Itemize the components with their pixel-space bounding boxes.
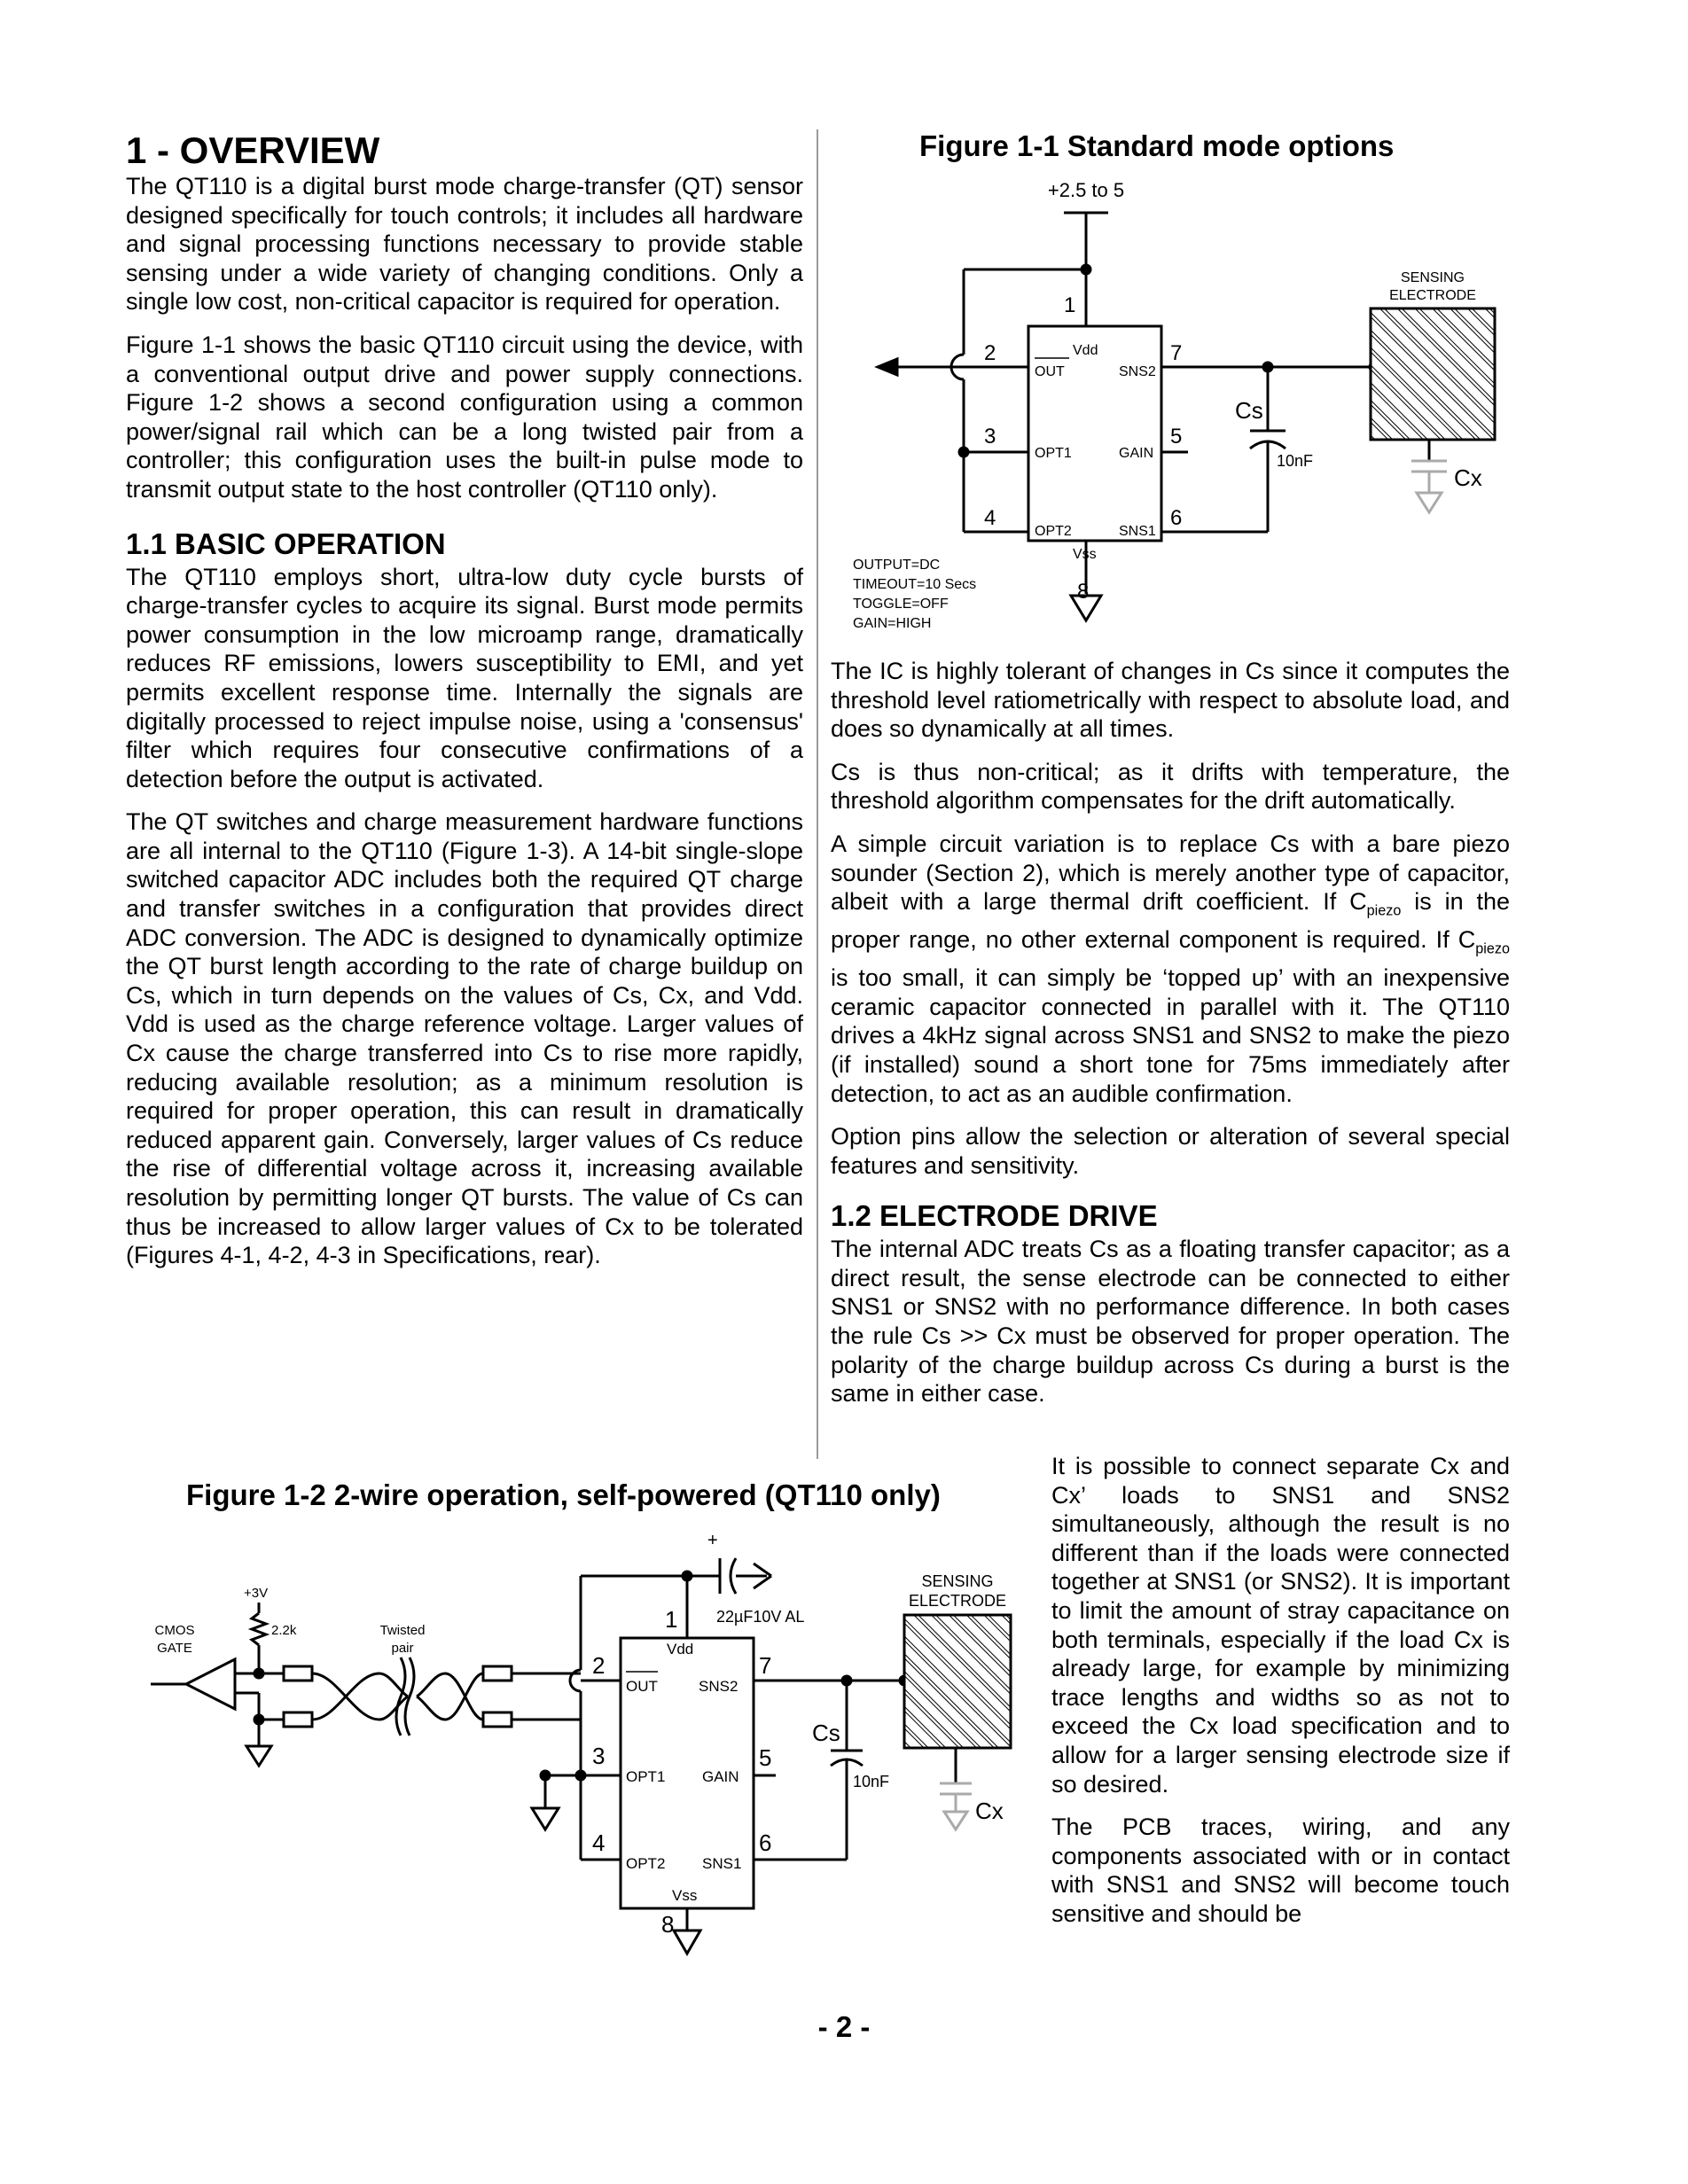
fig11-pin-vss: Vss bbox=[1073, 547, 1097, 562]
fig11-pin-number: 5 bbox=[1170, 425, 1183, 448]
right-paragraph-1: The IC is highly tolerant of changes in Cs since it computes the threshold level ratiometrically with respect to absolute load, and does so dynamically at all times. bbox=[831, 658, 1510, 743]
overview-paragraph-2: Figure 1-1 shows the basic QT110 circuit using the device, with a conventional output drive and power supply connections. Figure 1-2 shows a second configuration using a common power/signal rail which can be a long twisted pair from a controller; this configuration uses the built-in pulse mode to transmit output state to the host controller (QT110 only). bbox=[126, 331, 803, 503]
fig12-pin-number: 5 bbox=[759, 1744, 772, 1771]
basic-operation-paragraph-1: The QT110 employs short, ultra-low duty cycle bursts of charge-transfer cycles to acquire its signal. Burst mode permits power consumption in the low microamp range, dramatically reduces RF emissions, lowers susceptibility to EMI, and yet permits excellent response time. Internally the signals are digitally processed to reject impulse noise, using a 'consensus' filter which requires four consecutive confirmations of a detection before the output is activated. bbox=[126, 563, 803, 792]
fig11-pin-number: 6 bbox=[1170, 506, 1183, 530]
fig11-pin-number: 4 bbox=[984, 506, 996, 530]
fig12-electrode-label-1: SENSING bbox=[921, 1572, 994, 1590]
fig12-twisted-label-1: Twisted bbox=[379, 1623, 426, 1638]
fig11-pin-vdd: Vdd bbox=[1073, 343, 1098, 358]
fig12-cap-value: 10nF bbox=[853, 1773, 890, 1790]
fig12-pin-number: 6 bbox=[759, 1829, 772, 1856]
overview-paragraph-1: The QT110 is a digital burst mode charge-transfer (QT) sensor designed specifically for touch controls; it includes all hardware and signal processing functions necessary to provide stable sensing under a wide variety of changing conditions. Only a single low cost, non-critical capacitor is required for operation. bbox=[126, 173, 803, 316]
fig11-pin-opt1: OPT1 bbox=[1035, 446, 1072, 461]
section-heading-overview: 1 - OVERVIEW bbox=[126, 129, 380, 171]
basic-operation-paragraph-2: The QT switches and charge measurement hardware functions are all internal to the QT110 (Figure 1-3). A 14-bit single-slope switched capacitor ADC includes both the required QT charge and transfer switches in a configuration that provides direct ADC conversion. The ADC is designed to dynamically optimize the QT burst length according to the rate of charge buildup on Cs, which in turn depends on the values of Cs, Cx, and Vdd. Vdd is used as the charge reference voltage. Larger values of Cx cause the charge transferred into Cs to rise more rapidly, reducing available resolution; as a minimum resolution is required for proper operation, this can result in dramatically reduced apparent gain. Conversely, larger values of Cs reduce the rise of differential voltage across it, increasing available resolution by permitting longer QT bursts. The value of Cs can thus be increased to allow larger values of Cx to be tolerated (Figures 4-1, 4-2, 4-3 in Specifications, rear). bbox=[126, 808, 803, 1269]
fig12-pin-sns2: SNS2 bbox=[699, 1678, 738, 1695]
fig12-plus-label: + bbox=[707, 1531, 718, 1550]
fig11-pin-sns2: SNS2 bbox=[1119, 364, 1156, 379]
fig12-pin-out: OUT bbox=[626, 1678, 658, 1695]
figure-1-1-title: Figure 1-1 Standard mode options bbox=[919, 129, 1395, 162]
fig12-cmos-label-1: CMOS bbox=[154, 1623, 195, 1638]
fig11-pin-number: 7 bbox=[1170, 341, 1183, 365]
fig11-cap-value: 10nF bbox=[1277, 452, 1314, 470]
fig11-pin-opt2: OPT2 bbox=[1035, 524, 1072, 539]
fig12-cap-22uf: 22µF10V AL bbox=[716, 1608, 805, 1626]
section-heading-basic-operation: 1.1 BASIC OPERATION bbox=[126, 526, 446, 560]
fig11-electrode-label-1: SENSING bbox=[1400, 270, 1465, 285]
fig11-pin-number: 1 bbox=[1064, 293, 1076, 317]
fig11-supply-label: +2.5 to 5 bbox=[1047, 179, 1125, 201]
figure-1-1-schematic bbox=[878, 179, 1495, 620]
figure-1-2-schematic bbox=[151, 1558, 1011, 1954]
right-paragraph-4: Option pins allow the selection or alteration of several special features and sensitivity. bbox=[831, 1123, 1510, 1179]
fig12-pin-number: 1 bbox=[665, 1606, 678, 1633]
fig11-cx-label: Cx bbox=[1454, 464, 1482, 491]
fig12-pin-number: 7 bbox=[759, 1652, 772, 1679]
fig11-option-toggle: TOGGLE=OFF bbox=[853, 597, 949, 612]
fig12-pin-vdd: Vdd bbox=[667, 1641, 694, 1658]
fig11-pin-number: 8 bbox=[1077, 580, 1090, 604]
fig12-pin-number: 3 bbox=[592, 1743, 606, 1769]
fig12-pin-number: 8 bbox=[661, 1911, 675, 1938]
fig12-pin-opt2: OPT2 bbox=[626, 1855, 666, 1872]
fig12-pin-gain: GAIN bbox=[702, 1768, 739, 1785]
fig12-cx-label: Cx bbox=[975, 1798, 1004, 1824]
fig12-pin-sns1: SNS1 bbox=[702, 1855, 742, 1872]
fig11-option-timeout: TIMEOUT=10 Secs bbox=[853, 577, 977, 592]
fig12-electrode-label-2: ELECTRODE bbox=[908, 1592, 1007, 1610]
section-heading-electrode-drive: 1.2 ELECTRODE DRIVE bbox=[831, 1199, 1158, 1233]
electrode-drive-paragraph-1: The internal ADC treats Cs as a floating transfer capacitor; as a direct result, the sense electrode can be connected to either SNS1 or SNS2 with no performance difference. In both cases the rule Cs >> Cx must be observed for proper operation. The polarity of the charge buildup across Cs during a burst is the same in either case. bbox=[831, 1236, 1510, 1408]
fig12-twisted-label-2: pair bbox=[391, 1641, 414, 1656]
figure-1-2-title: Figure 1-2 2-wire operation, self-powered (QT110 only) bbox=[186, 1478, 941, 1511]
fig11-pin-gain: GAIN bbox=[1119, 446, 1154, 461]
fig12-3v-label: +3V bbox=[244, 1586, 269, 1601]
fig12-pin-number: 2 bbox=[592, 1652, 606, 1679]
fig11-option-output: OUTPUT=DC bbox=[853, 558, 941, 573]
fig11-cs-label: Cs bbox=[1235, 397, 1263, 424]
fig11-pin-number: 2 bbox=[984, 341, 996, 365]
fig11-electrode-label-2: ELECTRODE bbox=[1389, 288, 1476, 303]
fig12-resistor-label: 2.2k bbox=[271, 1623, 297, 1638]
fig11-pin-number: 3 bbox=[984, 425, 996, 448]
right-paragraph-2: Cs is thus non-critical; as it drifts with temperature, the threshold algorithm compensates for the drift automatically. bbox=[831, 758, 1510, 815]
fig12-cmos-label-2: GATE bbox=[157, 1641, 192, 1656]
fig12-pin-opt1: OPT1 bbox=[626, 1768, 666, 1785]
electrode-drive-paragraph-2: It is possible to connect separate Cx and Cx’ loads to SNS1 and SNS2 simultaneously, although the result is no different than if the loads were connected together at SNS1 (or SNS2). It is important to limit the amount of stray capacitance on both terminals, especially if the load Cx is already large, for example by minimizing trace lengths and widths so as not to exceed the Cx load specification and to allow for a larger sensing electrode size if so desired. bbox=[1051, 1453, 1510, 1798]
fig12-pin-number: 4 bbox=[592, 1829, 606, 1856]
fig12-pin-vss: Vss bbox=[672, 1887, 698, 1904]
fig11-pin-out: OUT bbox=[1035, 364, 1065, 379]
electrode-drive-paragraph-3: The PCB traces, wiring, and any components associated with or in contact with SNS1 and SNS2 will become touch sensitive and should be bbox=[1051, 1814, 1510, 1927]
fig11-option-gain: GAIN=HIGH bbox=[853, 616, 932, 631]
page-number: - 2 - bbox=[817, 2010, 871, 2043]
fig11-pin-sns1: SNS1 bbox=[1119, 524, 1156, 539]
right-paragraph-3: A simple circuit variation is to replace Cs with a bare piezo sounder (Section 2), which is merely another type of capacitor, albeit with a large thermal drift coefficient. If $C_{piezo}$ is in the proper range, no other external component is required. If $C_{piezo}$ is too small, it can simply be ‘topped up’ with an inexpensive ceramic capacitor connected in parallel with it. The QT110 drives a 4kHz signal across SNS1 and SNS2 to make the piezo (if installed) sound a short tone for 75ms immediately after detection, to act as an audible confirmation. bbox=[831, 830, 1510, 1107]
fig12-cs-label: Cs bbox=[812, 1720, 840, 1746]
